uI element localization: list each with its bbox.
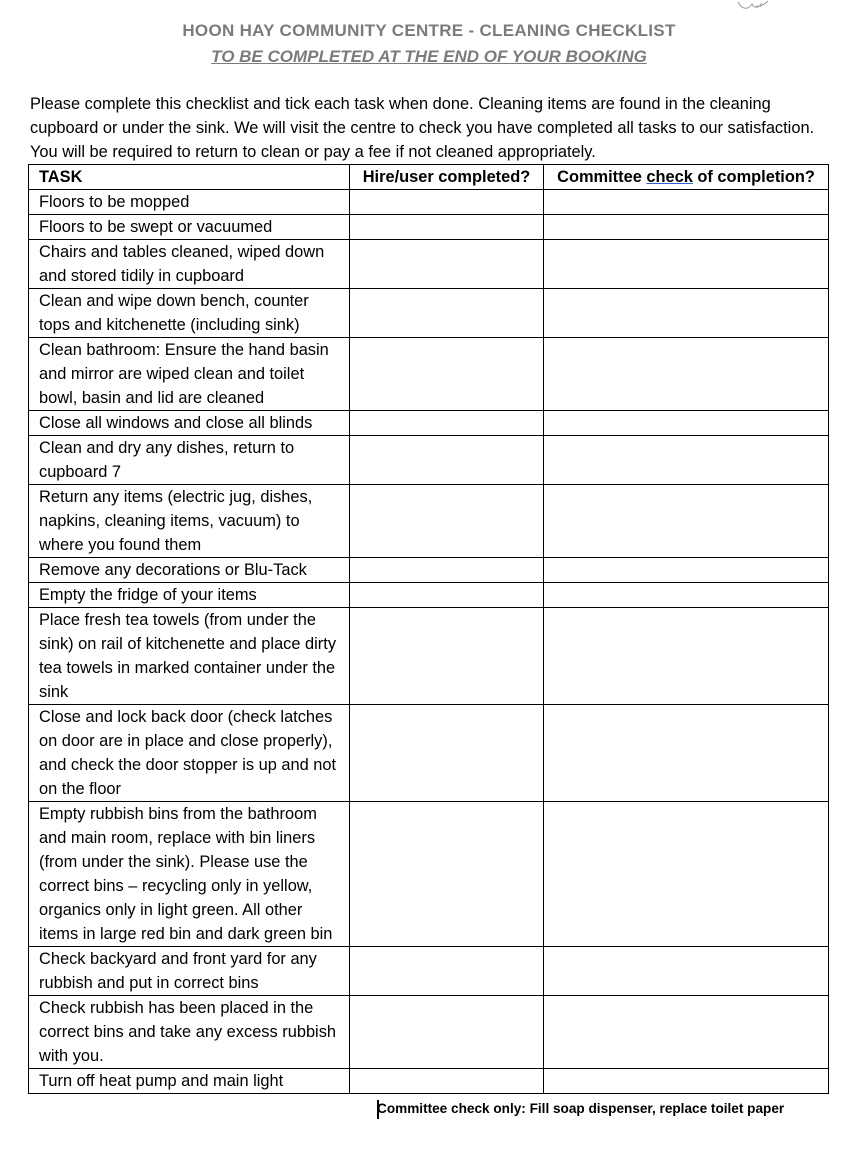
table-row (29, 240, 829, 289)
task-cell: Chairs and tables cleaned, wiped down and stored tidily in cupboard (29, 240, 350, 289)
header-committee-check (544, 165, 829, 190)
task-cell: Empty rubbish bins from the bathroom and main room, replace with bin liners (from under the sink). Please use the correct bins – recycling only in yellow, organics only in light green. All other items in large red bin and dark green bin (29, 802, 350, 947)
task-cell: Floors to be mopped (29, 190, 350, 215)
task-cell: Close all windows and close all blinds (29, 411, 350, 436)
header-committee-check-word: check (646, 168, 693, 186)
table-row (29, 802, 829, 947)
committee-check-cell[interactable] (544, 608, 829, 705)
hire-completed-cell[interactable] (350, 996, 544, 1069)
committee-check-cell[interactable] (544, 240, 829, 289)
task-cell: Close and lock back door (check latches on door are in place and close properly), and check the door stopper is up and not on the floor (29, 705, 350, 802)
committee-check-cell[interactable] (544, 289, 829, 338)
table-row (29, 436, 829, 485)
task-cell: Remove any decorations or Blu-Tack (29, 558, 350, 583)
task-cell: Clean and dry any dishes, return to cupboard 7 (29, 436, 350, 485)
committee-check-cell[interactable] (544, 1069, 829, 1094)
committee-check-cell[interactable] (544, 947, 829, 996)
committee-footnote: Committee check only: Fill soap dispenser, replace toilet paper (377, 1101, 785, 1116)
task-cell: Floors to be swept or vacuumed (29, 215, 350, 240)
hire-completed-cell[interactable] (350, 289, 544, 338)
table-row (29, 705, 829, 802)
hire-completed-cell[interactable] (350, 705, 544, 802)
table-row (29, 1069, 829, 1094)
committee-check-cell[interactable] (544, 558, 829, 583)
table-row (29, 485, 829, 558)
header-committee-post: of completion? (692, 168, 815, 186)
hire-completed-cell[interactable] (350, 215, 544, 240)
hire-completed-cell[interactable] (350, 436, 544, 485)
committee-check-cell[interactable] (544, 996, 829, 1069)
task-cell: Check backyard and front yard for any rubbish and put in correct bins (29, 947, 350, 996)
hire-completed-cell[interactable] (350, 583, 544, 608)
table-row (29, 583, 829, 608)
table-row (29, 608, 829, 705)
committee-check-cell[interactable] (544, 802, 829, 947)
signature-scribble (736, 0, 770, 12)
hire-completed-cell[interactable] (350, 802, 544, 947)
table-header-row (29, 165, 829, 190)
table-row (29, 996, 829, 1069)
cleaning-checklist-table (28, 164, 829, 1094)
committee-check-cell[interactable] (544, 215, 829, 240)
table-row (29, 558, 829, 583)
hire-completed-cell[interactable] (350, 485, 544, 558)
hire-completed-cell[interactable] (350, 1069, 544, 1094)
hire-completed-cell[interactable] (350, 240, 544, 289)
task-cell: Empty the fridge of your items (29, 583, 350, 608)
header-hire-completed: Hire/user completed? (350, 165, 544, 190)
committee-check-cell[interactable] (544, 338, 829, 411)
hire-completed-cell[interactable] (350, 947, 544, 996)
intro-paragraph: Please complete this checklist and tick each task when done. Cleaning items are found in the cleaning cupboard or under the sink. We will visit the centre to check you have completed all tasks to our satisfaction. You will be required to return to clean or pay a fee if not cleaned appropriately. (30, 95, 815, 161)
hire-completed-cell[interactable] (350, 338, 544, 411)
document-title: HOON HAY COMMUNITY CENTRE - CLEANING CHECKLIST (182, 21, 676, 40)
header-committee-pre: Committee (557, 168, 647, 186)
hire-completed-cell[interactable] (350, 608, 544, 705)
task-cell: Turn off heat pump and main light (29, 1069, 350, 1094)
table-row (29, 947, 829, 996)
committee-check-cell[interactable] (544, 485, 829, 558)
hire-completed-cell[interactable] (350, 411, 544, 436)
hire-completed-cell[interactable] (350, 558, 544, 583)
committee-check-cell[interactable] (544, 436, 829, 485)
table-row (29, 411, 829, 436)
committee-check-cell[interactable] (544, 583, 829, 608)
table-row (29, 190, 829, 215)
task-cell: Clean bathroom: Ensure the hand basin and mirror are wiped clean and toilet bowl, basin and lid are cleaned (29, 338, 350, 411)
table-row (29, 215, 829, 240)
committee-check-cell[interactable] (544, 705, 829, 802)
task-cell: Clean and wipe down bench, counter tops and kitchenette (including sink) (29, 289, 350, 338)
hire-completed-cell[interactable] (350, 190, 544, 215)
table-row (29, 338, 829, 411)
task-cell: Place fresh tea towels (from under the sink) on rail of kitchenette and place dirty tea towels in marked container under the sink (29, 608, 350, 705)
committee-check-cell[interactable] (544, 190, 829, 215)
task-cell: Return any items (electric jug, dishes, napkins, cleaning items, vacuum) to where you found them (29, 485, 350, 558)
table-row (29, 289, 829, 338)
header-task: TASK (29, 165, 350, 190)
document-subtitle: TO BE COMPLETED AT THE END OF YOUR BOOKING (211, 47, 647, 66)
task-cell: Check rubbish has been placed in the correct bins and take any excess rubbish with you. (29, 996, 350, 1069)
committee-check-cell[interactable] (544, 411, 829, 436)
